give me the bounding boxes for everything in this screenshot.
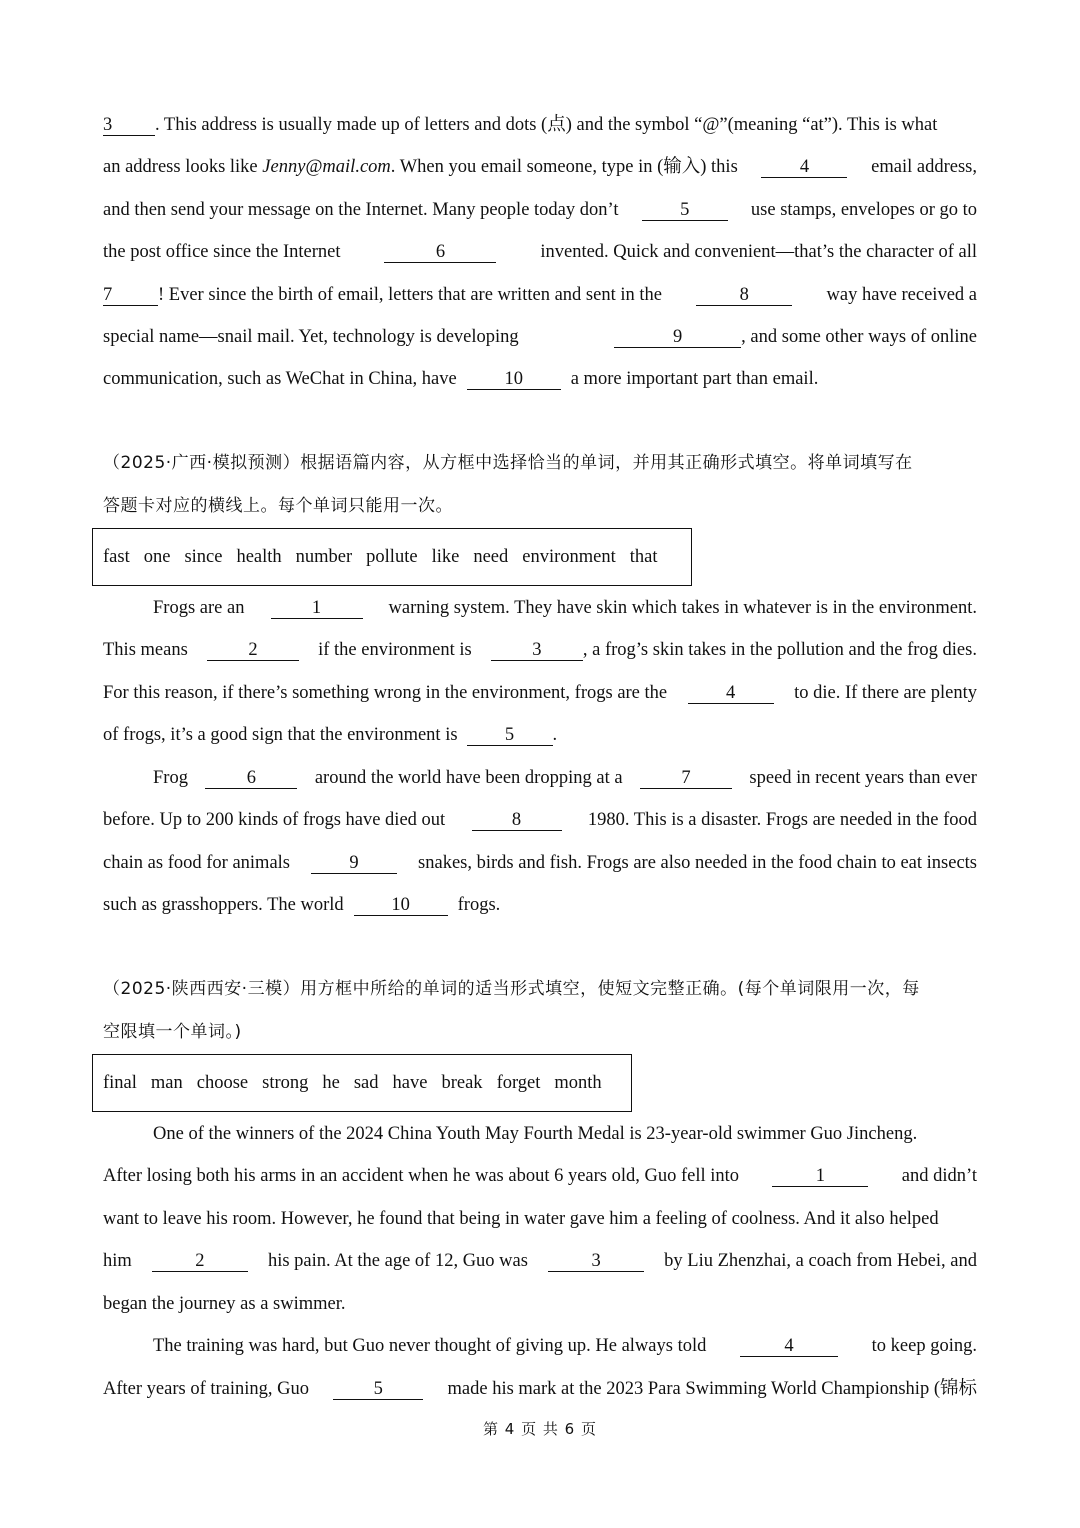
word-option: environment [522, 546, 616, 567]
answer-blank[interactable]: 4 [740, 1336, 838, 1357]
answer-blank[interactable]: 9 [311, 853, 397, 874]
text-line: One of the winners of the 2024 China Youth May Fourth Medal is 23-year-old swimmer Guo Jincheng. [153, 1124, 918, 1144]
text-line: After losing both his arms in an accident when he was about 6 years old, Guo fell into 1 and didn’t [103, 1166, 977, 1186]
word-option: final [103, 1072, 137, 1093]
page-number: 第 4 页 共 6 页 [483, 1420, 597, 1438]
answer-blank[interactable]: 4 [761, 157, 847, 178]
question-instruction: 空限填一个单词。) [103, 1022, 242, 1042]
word-option: have [392, 1072, 428, 1093]
answer-blank[interactable]: 8 [472, 810, 562, 831]
word-box [92, 1054, 632, 1112]
word-option: choose [196, 1072, 249, 1093]
answer-blank[interactable]: 8 [696, 285, 792, 306]
answer-blank[interactable]: 9 [614, 327, 741, 348]
text-line: want to leave his room. However, he found that being in water gave him a feeling of coolness. And it also helped [103, 1209, 939, 1229]
answer-blank[interactable]: 6 [205, 768, 297, 789]
text-line: began the journey as a swimmer. [103, 1294, 346, 1314]
word-option: forget [496, 1072, 541, 1093]
text-line: an address looks like Jenny@mail.com. When you email someone, type in (输入) this 4 email address, [103, 157, 977, 177]
word-option: pollute [366, 546, 418, 567]
answer-blank[interactable]: 10 [354, 895, 448, 916]
text-line: 3 . This address is usually made up of letters and dots (点) and the symbol “@”(meaning “at”). This is what [103, 115, 938, 135]
word-option: need [473, 546, 509, 567]
answer-blank[interactable]: 7 [640, 768, 732, 789]
word-option: month [554, 1072, 602, 1093]
text-line: communication, such as WeChat in China, have 10 a more important part than email. [103, 369, 819, 389]
word-option: number [295, 546, 353, 567]
question-instruction: （2025·广西·模拟预测）根据语篇内容，从方框中选择恰当的单词，并用其正确形式填空。将单词填写在 [103, 453, 913, 473]
word-option: break [441, 1072, 483, 1093]
text-line: 7 ! Ever since the birth of email, letters that are written and sent in the 8 way have received a [103, 285, 977, 305]
answer-blank[interactable]: 2 [207, 640, 299, 661]
text-line: chain as food for animals 9 snakes, birds and fish. Frogs are also needed in the food chain to eat insects [103, 853, 977, 873]
word-option: sad [353, 1072, 379, 1093]
answer-blank[interactable]: 10 [467, 369, 561, 390]
answer-blank[interactable]: 5 [642, 200, 728, 221]
text-line: Frogs are an 1 warning system. They have skin which takes in whatever is in the environment. [153, 598, 977, 618]
word-option: one [143, 546, 171, 567]
word-option: that [629, 546, 658, 567]
answer-blank[interactable]: 1 [271, 598, 363, 619]
text-line: of frogs, it’s a good sign that the environment is 5 . [103, 725, 558, 745]
answer-blank[interactable]: 3 [103, 115, 155, 136]
text-line: such as grasshoppers. The world 10 frogs. [103, 895, 501, 915]
answer-blank[interactable]: 5 [333, 1379, 423, 1400]
text-line: the post office since the Internet 6 invented. Quick and convenient—that’s the character of all [103, 242, 977, 262]
word-option: he [322, 1072, 340, 1093]
word-option: like [431, 546, 460, 567]
answer-blank[interactable]: 3 [491, 640, 583, 661]
answer-blank[interactable]: 7 [103, 285, 158, 306]
word-box [92, 528, 692, 586]
word-option: since [184, 546, 223, 567]
text-line: After years of training, Guo 5 made his mark at the 2023 Para Swimming World Championship (锦标 [103, 1379, 977, 1399]
text-line: For this reason, if there’s something wrong in the environment, frogs are the 4 to die. If there are plenty [103, 683, 977, 703]
text-line: The training was hard, but Guo never thought of giving up. He always told 4 to keep going. [153, 1336, 977, 1356]
word-option: health [236, 546, 282, 567]
question-instruction: （2025·陕西西安·三模）用方框中所给的单词的适当形式填空，使短文完整正确。(每个单词限用一次，每 [103, 979, 920, 999]
text-line: and then send your message on the Internet. Many people today don’t 5 use stamps, envelopes or go to [103, 200, 977, 220]
email-example: Jenny@mail.com [262, 157, 391, 177]
answer-blank[interactable]: 6 [384, 242, 496, 263]
word-option: strong [262, 1072, 309, 1093]
answer-blank[interactable]: 5 [467, 725, 553, 746]
text-line: him 2 his pain. At the age of 12, Guo was 3 by Liu Zhenzhai, a coach from Hebei, and [103, 1251, 977, 1271]
text-line: special name—snail mail. Yet, technology is developing 9 , and some other ways of online [103, 327, 977, 347]
question-instruction: 答题卡对应的横线上。每个单词只能用一次。 [103, 496, 453, 516]
text-line: before. Up to 200 kinds of frogs have died out 8 1980. This is a disaster. Frogs are needed in the food [103, 810, 977, 830]
answer-blank[interactable]: 2 [152, 1251, 248, 1272]
answer-blank[interactable]: 4 [688, 683, 774, 704]
text-line: This means 2 if the environment is 3 , a frog’s skin takes in the pollution and the frog dies. [103, 640, 977, 660]
text-line: Frog 6 around the world have been dropping at a 7 speed in recent years than ever [153, 768, 977, 788]
word-option: man [150, 1072, 183, 1093]
word-option: fast [103, 546, 130, 567]
answer-blank[interactable]: 1 [772, 1166, 868, 1187]
answer-blank[interactable]: 3 [548, 1251, 644, 1272]
